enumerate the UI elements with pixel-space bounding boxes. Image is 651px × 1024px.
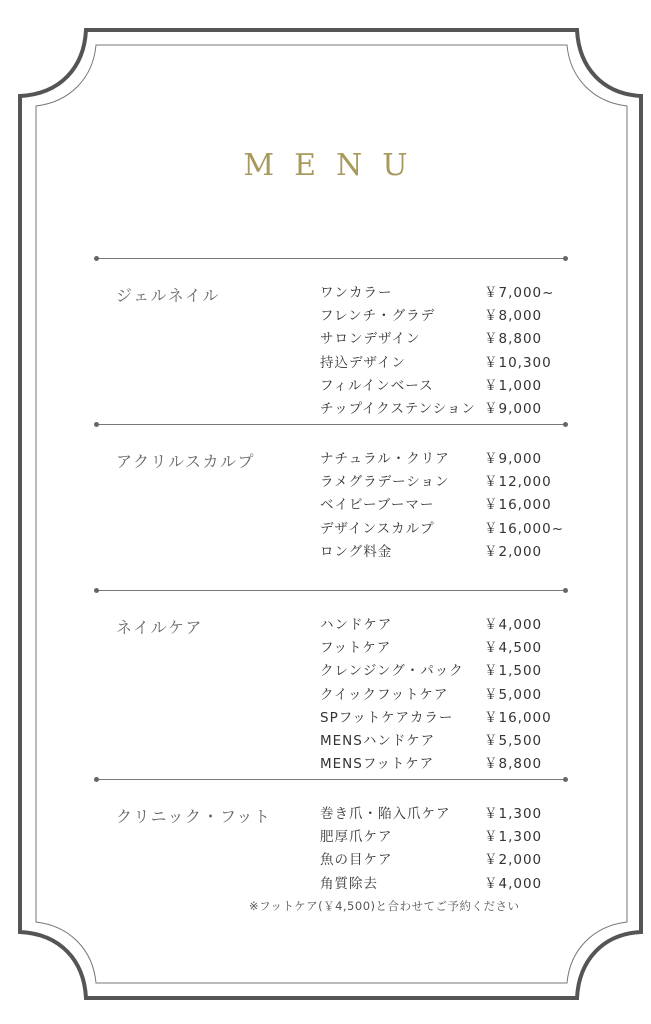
menu-item-name: MENSハンドケア — [320, 733, 436, 749]
menu-item-name: ラメグラデーション — [320, 474, 450, 491]
menu-item — [320, 752, 580, 775]
menu-item-name: チップイクステンション — [320, 401, 476, 417]
menu-item-name: サロンデザイン — [320, 331, 421, 348]
menu-item-price: ￥5,500 — [484, 733, 543, 749]
menu-item-name: ナチュラル・クリア — [320, 451, 450, 467]
menu-item-name: フットケア — [320, 640, 392, 657]
menu-item-price: ￥7,000~ — [484, 285, 555, 301]
menu-item-price: ￥8,800 — [484, 756, 543, 773]
menu-item — [320, 636, 580, 659]
section-title: アクリルスカルプ — [116, 452, 256, 471]
menu-item — [320, 659, 580, 682]
menu-item — [320, 848, 580, 871]
menu-item — [320, 706, 580, 729]
menu-item-name: フィルインベース — [320, 377, 434, 394]
menu-item-price: ￥12,000 — [484, 474, 552, 491]
section-divider — [96, 590, 566, 591]
menu-item-price: ￥4,000 — [484, 875, 543, 892]
menu-item-name: ハンドケア — [320, 617, 393, 633]
menu-item-price: ￥8,800 — [484, 331, 543, 348]
menu-item-name: SPフットケアカラー — [320, 709, 454, 726]
menu-item-name: 巻き爪・陥入爪ケア — [320, 806, 451, 822]
menu-item — [320, 447, 580, 470]
menu-item — [320, 397, 580, 420]
menu-item-price: ￥1,300 — [484, 829, 543, 846]
section-divider — [96, 779, 566, 780]
section-title: クリニック・フット — [116, 807, 272, 826]
menu-item — [320, 825, 580, 848]
menu-item — [320, 613, 580, 636]
menu-item — [320, 327, 580, 350]
menu-item-name: ベイビーブーマー — [320, 497, 435, 514]
menu-item-name: MENSフットケア — [320, 756, 435, 773]
menu-item — [320, 304, 580, 327]
menu-item-name: 角質除去 — [320, 875, 378, 892]
menu-item-price: ￥16,000~ — [484, 520, 565, 537]
footnote: ※フットケア(￥4,500)と合わせてご予約ください — [249, 899, 520, 913]
menu-item — [320, 470, 580, 493]
section-divider — [96, 258, 566, 259]
menu-item — [320, 493, 580, 516]
menu-item-name: デザインスカルプ — [320, 520, 435, 537]
menu-item-price: ￥16,000 — [484, 497, 552, 514]
menu-item-price: ￥9,000 — [484, 451, 543, 467]
menu-item-name: ロング料金 — [320, 543, 393, 560]
menu-title: MENU — [243, 148, 428, 183]
menu-item-price: ￥4,000 — [484, 617, 543, 633]
menu-item-name: ワンカラー — [320, 285, 393, 301]
menu-item-price: ￥9,000 — [484, 401, 543, 417]
menu-item — [320, 540, 580, 563]
menu-item — [320, 802, 580, 825]
menu-item-price: ￥2,000 — [484, 543, 543, 560]
menu-item — [320, 374, 580, 397]
menu-item — [320, 351, 580, 374]
menu-item-price: ￥8,000 — [484, 308, 543, 325]
section-divider — [96, 424, 566, 425]
menu-item — [320, 517, 580, 540]
menu-item — [320, 281, 580, 304]
menu-item-price: ￥4,500 — [484, 640, 543, 657]
section-title: ネイルケア — [116, 618, 203, 637]
menu-item — [320, 683, 580, 706]
menu-item — [320, 729, 580, 752]
menu-item-price: ￥1,500 — [484, 663, 543, 680]
menu-item-name: 肥厚爪ケア — [320, 829, 393, 846]
menu-item-name: 魚の目ケア — [320, 852, 393, 869]
menu-item-price: ￥16,000 — [484, 709, 552, 726]
menu-item-price: ￥10,300 — [484, 354, 552, 371]
menu-item-price: ￥1,000 — [484, 377, 543, 394]
menu-item-name: クイックフットケア — [320, 686, 449, 703]
menu-item-price: ￥5,000 — [484, 686, 543, 703]
menu-item-name: クレンジング・パック — [320, 663, 464, 680]
menu-item-name: フレンチ・グラデ — [320, 308, 436, 325]
menu-item-price: ￥1,300 — [484, 806, 543, 822]
menu-item — [320, 872, 580, 895]
section-title: ジェルネイル — [116, 286, 220, 305]
menu-item-price: ￥2,000 — [484, 852, 543, 869]
menu-item-name: 持込デザイン — [320, 354, 407, 371]
